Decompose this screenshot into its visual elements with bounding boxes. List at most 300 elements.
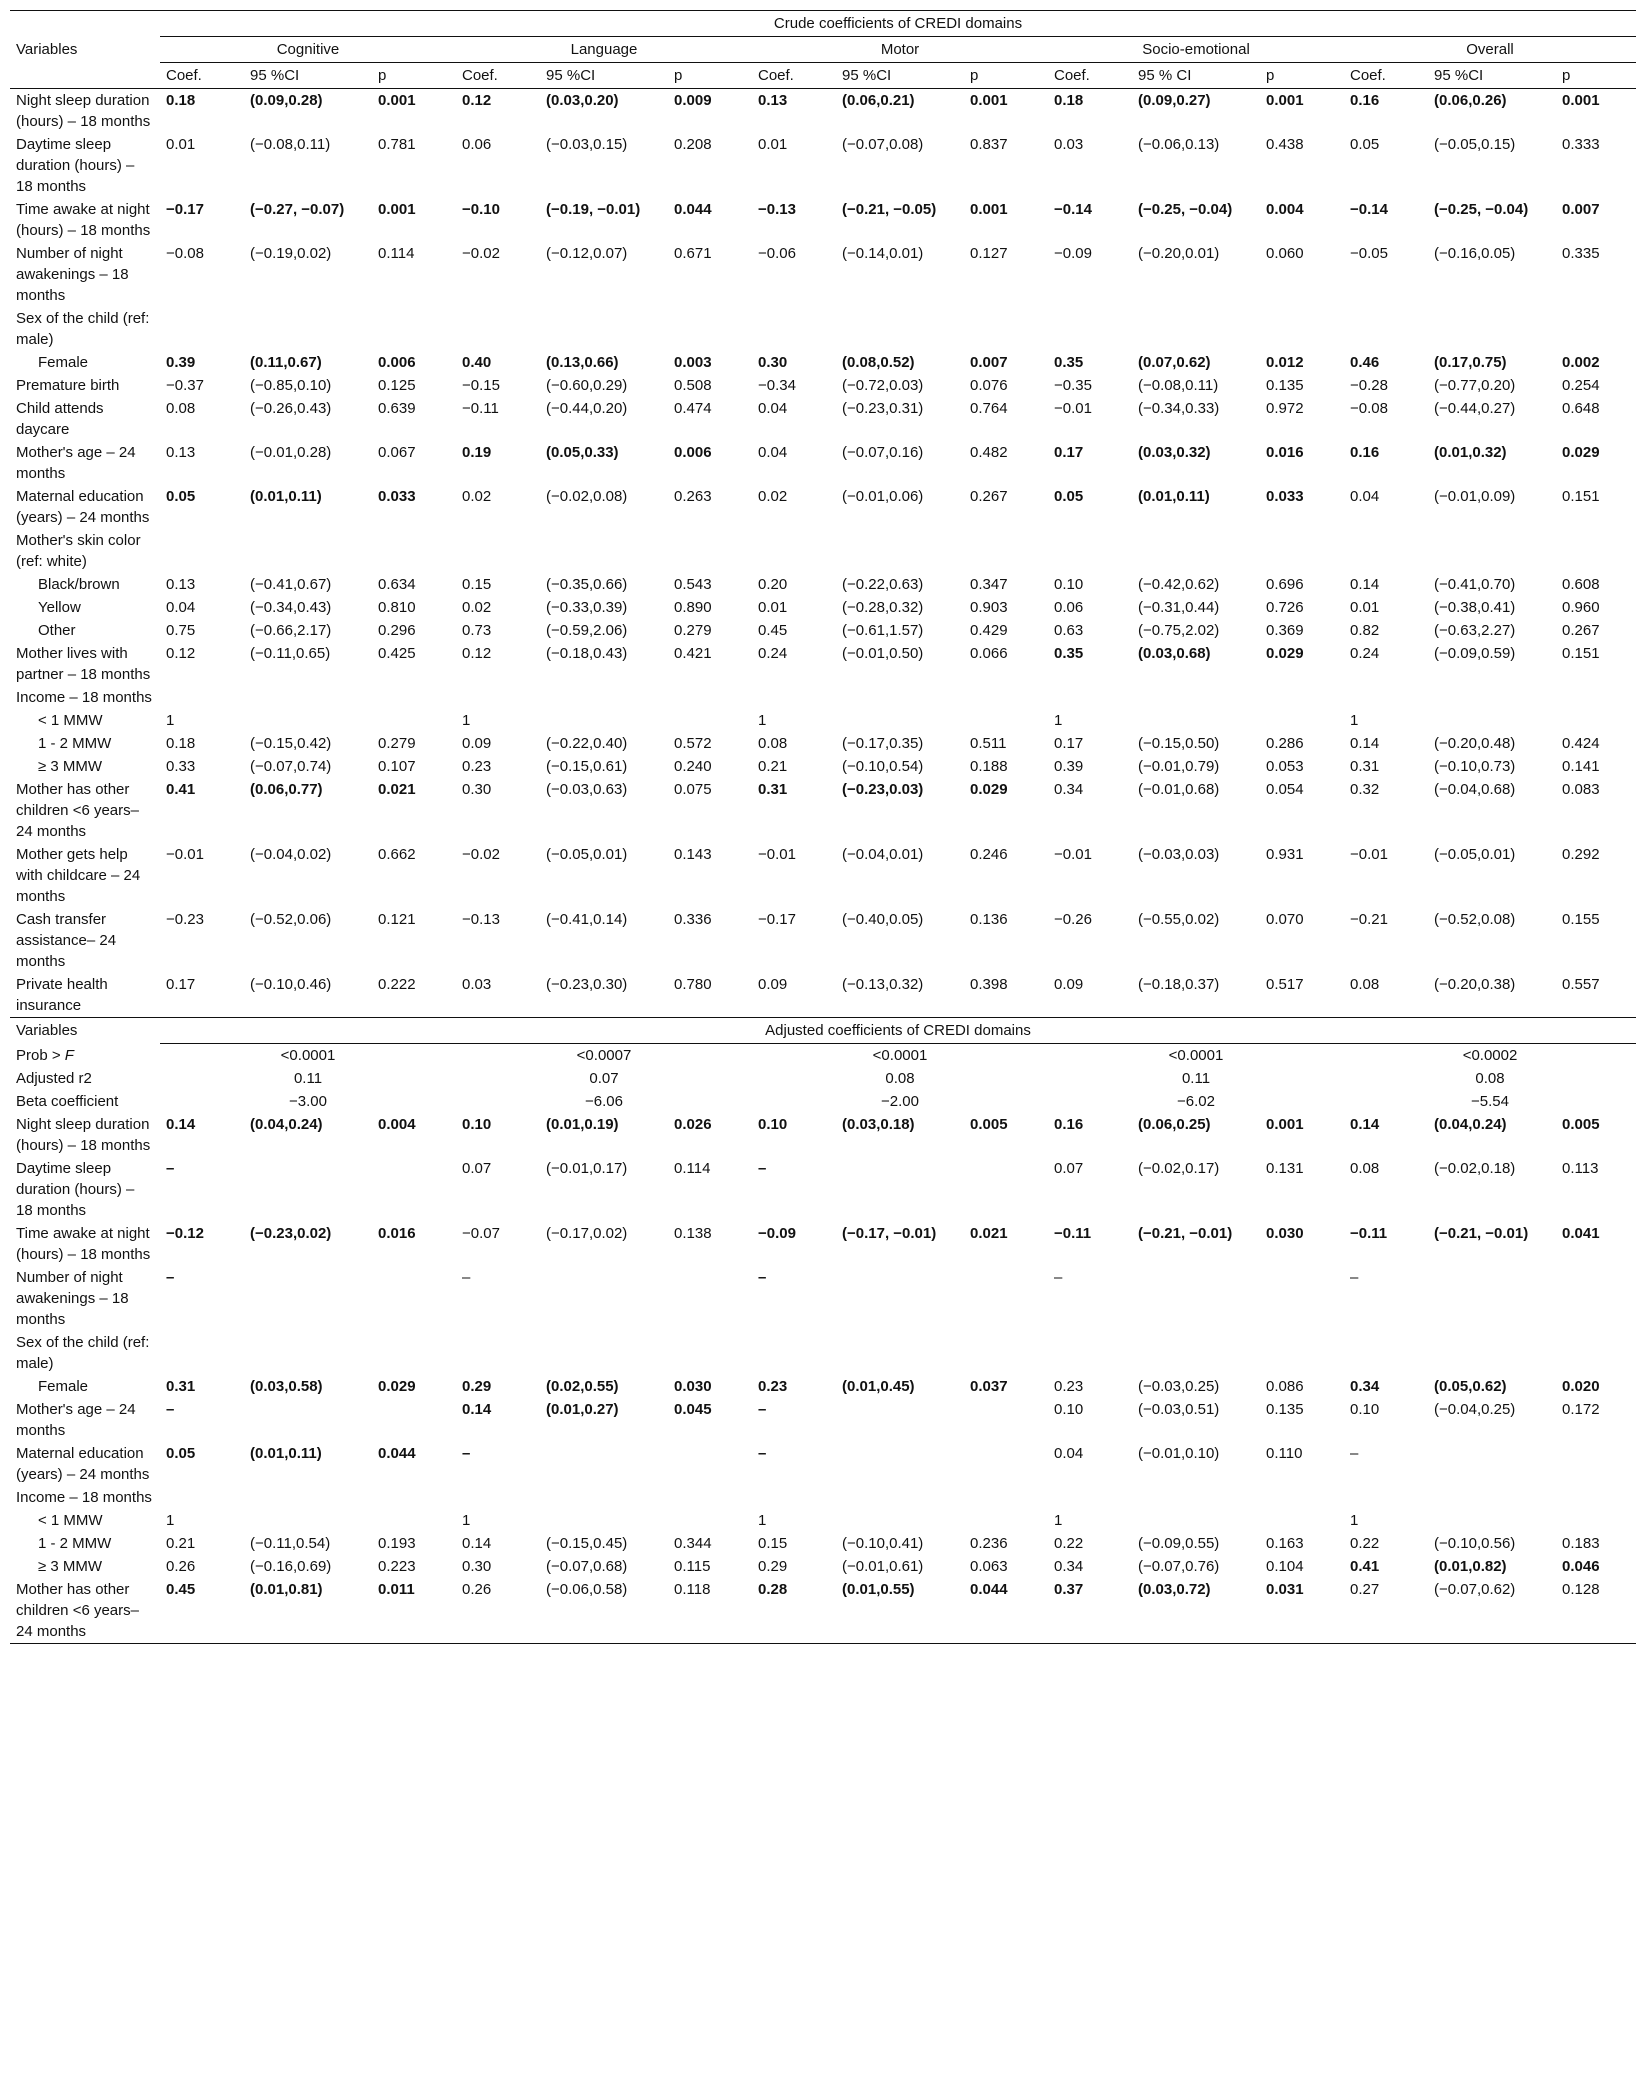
cell-coef: 0.35 bbox=[1054, 354, 1084, 371]
cell-p: 0.083 bbox=[1562, 781, 1600, 798]
cell-ci: (−0.59,2.06) bbox=[546, 622, 628, 639]
cell-coef: 0.13 bbox=[758, 92, 788, 109]
stat-label-text: Beta coefficient bbox=[16, 1093, 119, 1110]
table-row bbox=[10, 755, 1636, 778]
cell-p: 0.029 bbox=[1266, 645, 1304, 662]
cell-coef bbox=[1344, 529, 1428, 573]
cell-p: 0.543 bbox=[674, 576, 712, 593]
cell-p: 0.037 bbox=[970, 1378, 1008, 1395]
cell-ci bbox=[1132, 1331, 1260, 1375]
cell-ci: (−0.17, −0.01) bbox=[842, 1225, 937, 1242]
table-row bbox=[10, 596, 1636, 619]
cell-coef: 0.45 bbox=[758, 622, 788, 639]
cell-ci: (−0.25, −0.04) bbox=[1434, 201, 1529, 218]
cell-coef: 0.12 bbox=[166, 645, 196, 662]
cell-ci: (−0.01,0.28) bbox=[250, 444, 332, 461]
cell-p: 0.517 bbox=[1260, 973, 1344, 1018]
row-label: Daytime sleep duration (hours) – 18 months bbox=[16, 136, 135, 195]
cell-coef: 0.01 bbox=[1350, 599, 1380, 616]
cell-coef: −0.21 bbox=[1350, 911, 1388, 928]
cell-p: 0.931 bbox=[1266, 846, 1304, 863]
table-row bbox=[10, 307, 1636, 351]
table-row bbox=[10, 1398, 1636, 1442]
row-label: ≥ 3 MMW bbox=[38, 758, 103, 775]
cell-p: 0.236 bbox=[970, 1535, 1008, 1552]
cell-coef: 0.10 bbox=[758, 1116, 788, 1133]
cell-p bbox=[964, 1266, 1048, 1331]
cell-p: 0.131 bbox=[1266, 1160, 1304, 1177]
cell-p: 0.781 bbox=[378, 136, 416, 153]
model-stat-row bbox=[10, 1090, 1636, 1113]
cell-coef: −0.08 bbox=[1350, 400, 1388, 417]
cell-coef: 1 bbox=[166, 1512, 175, 1529]
cell-p: 0.044 bbox=[674, 201, 712, 218]
cell-ci: (−0.15,0.61) bbox=[546, 758, 628, 775]
cell-ci bbox=[244, 1398, 372, 1442]
cell-p: 0.115 bbox=[674, 1558, 711, 1575]
cell-p bbox=[668, 1509, 752, 1532]
row-label: Cash transfer assistance– 24 months bbox=[16, 911, 117, 970]
cell-coef: −0.17 bbox=[166, 201, 204, 218]
cell-coef: 0.21 bbox=[758, 758, 788, 775]
cell-coef bbox=[1048, 1331, 1132, 1375]
stat-value: −6.02 bbox=[1177, 1093, 1215, 1110]
cell-ci: (0.13,0.66) bbox=[546, 354, 619, 371]
cell-coef: −0.35 bbox=[1054, 377, 1092, 394]
cell-p: 0.508 bbox=[674, 377, 712, 394]
cell-p: 0.001 bbox=[1266, 1116, 1304, 1133]
cell-p: 0.004 bbox=[378, 1116, 416, 1133]
cell-p: 0.572 bbox=[674, 735, 712, 752]
cell-ci: (−0.22,0.63) bbox=[842, 576, 924, 593]
cell-p: 0.193 bbox=[378, 1535, 416, 1552]
cell-coef bbox=[456, 307, 540, 351]
cell-p: 0.031 bbox=[1260, 1578, 1344, 1644]
socio-emotional-col-coef: Coef. bbox=[1048, 63, 1132, 89]
cell-coef bbox=[160, 307, 244, 351]
cell-p bbox=[372, 1266, 456, 1331]
cell-ci bbox=[1132, 307, 1260, 351]
cell-p: 0.960 bbox=[1562, 599, 1600, 616]
cognitive-col-p: p bbox=[372, 63, 456, 89]
cell-ci bbox=[1132, 1266, 1260, 1331]
domain-row bbox=[10, 37, 1636, 63]
cell-ci: (0.06,0.77) bbox=[250, 781, 323, 798]
table-row bbox=[10, 1266, 1636, 1331]
adjusted-title-row bbox=[10, 1018, 1636, 1044]
cell-p: 0.837 bbox=[970, 136, 1008, 153]
cell-coef: – bbox=[462, 1269, 471, 1286]
cell-p bbox=[668, 686, 752, 709]
row-label: Maternal education (years) – 24 months bbox=[16, 488, 150, 526]
cell-p: 0.044 bbox=[964, 1578, 1048, 1644]
cell-p: 0.369 bbox=[1266, 622, 1304, 639]
cell-ci: (−0.05,0.15) bbox=[1434, 136, 1516, 153]
subcolumn-row bbox=[10, 63, 1636, 89]
row-label: Income – 18 months bbox=[16, 1489, 152, 1506]
cell-p: 0.066 bbox=[970, 645, 1008, 662]
cell-coef: 1 bbox=[758, 1512, 767, 1529]
cell-coef: 0.04 bbox=[758, 400, 788, 417]
cell-coef: 0.04 bbox=[1054, 1445, 1084, 1462]
cell-ci: (−0.01,0.06) bbox=[842, 488, 924, 505]
cell-p: 0.016 bbox=[378, 1225, 416, 1242]
row-label: Yellow bbox=[38, 599, 81, 616]
domain-header-language: Language bbox=[456, 37, 752, 63]
cell-p: 0.336 bbox=[674, 911, 712, 928]
row-label: Number of night awakenings – 18 months bbox=[16, 245, 129, 304]
cell-coef: 0.82 bbox=[1350, 622, 1380, 639]
cell-ci bbox=[836, 1442, 964, 1486]
cell-p: 0.054 bbox=[1266, 781, 1304, 798]
cell-ci: (0.03,0.72) bbox=[1132, 1578, 1260, 1644]
cell-p: 0.030 bbox=[1266, 1225, 1304, 1242]
cell-coef: −0.01 bbox=[1054, 846, 1092, 863]
cell-ci: (−0.03,0.63) bbox=[546, 781, 628, 798]
cell-ci: (−0.41,0.14) bbox=[546, 911, 628, 928]
cell-ci: (−0.42,0.62) bbox=[1138, 576, 1220, 593]
cell-ci bbox=[836, 686, 964, 709]
cell-p bbox=[1556, 1331, 1636, 1375]
cell-ci: (−0.10,0.54) bbox=[842, 758, 924, 775]
cell-coef: −0.10 bbox=[462, 201, 500, 218]
cell-ci: (−0.20,0.38) bbox=[1428, 973, 1556, 1018]
table-row bbox=[10, 1442, 1636, 1486]
cell-coef: 0.18 bbox=[1054, 92, 1084, 109]
cell-coef: – bbox=[462, 1445, 471, 1462]
cell-coef bbox=[1048, 1486, 1132, 1509]
cell-ci: (−0.07,0.76) bbox=[1138, 1558, 1220, 1575]
cell-ci: (−0.07,0.62) bbox=[1428, 1578, 1556, 1644]
cell-p: 0.696 bbox=[1266, 576, 1304, 593]
cell-ci bbox=[244, 1157, 372, 1222]
cell-coef: 0.12 bbox=[462, 645, 492, 662]
cell-ci: (0.07,0.62) bbox=[1138, 354, 1211, 371]
domain-header-socio-emotional: Socio-emotional bbox=[1048, 37, 1344, 63]
cell-coef: 1 bbox=[462, 1512, 471, 1529]
cell-coef: 0.09 bbox=[462, 735, 492, 752]
table-row bbox=[10, 908, 1636, 973]
cell-coef: – bbox=[758, 1160, 767, 1177]
cell-p: 0.075 bbox=[674, 781, 712, 798]
cell-ci: (0.11,0.67) bbox=[250, 354, 322, 371]
motor-col-ci: 95 %CI bbox=[836, 63, 964, 89]
cell-p: 0.011 bbox=[372, 1578, 456, 1644]
stat-value: −3.00 bbox=[289, 1093, 327, 1110]
cell-p: 0.067 bbox=[378, 444, 416, 461]
cell-ci: (−0.19, −0.01) bbox=[546, 201, 641, 218]
cell-p: 0.009 bbox=[674, 92, 712, 109]
cell-ci: (−0.08,0.11) bbox=[1138, 377, 1219, 394]
cell-ci bbox=[1428, 1266, 1556, 1331]
cell-ci: (−0.10,0.73) bbox=[1434, 758, 1516, 775]
cell-ci: (−0.01,0.79) bbox=[1138, 758, 1220, 775]
cell-p bbox=[1260, 709, 1344, 732]
language-col-ci: 95 %CI bbox=[540, 63, 668, 89]
cell-ci: (0.09,0.28) bbox=[250, 92, 323, 109]
stat-value: <0.0002 bbox=[1462, 1047, 1518, 1064]
cell-p: 0.246 bbox=[970, 846, 1008, 863]
cell-ci bbox=[836, 1398, 964, 1442]
cell-p: 0.279 bbox=[378, 735, 416, 752]
variables-header bbox=[10, 11, 160, 37]
row-label: Black/brown bbox=[38, 576, 120, 593]
cell-ci bbox=[836, 1486, 964, 1509]
cell-ci bbox=[836, 1157, 964, 1222]
cell-coef: 0.20 bbox=[758, 576, 788, 593]
cell-p: 0.005 bbox=[970, 1116, 1008, 1133]
table-row bbox=[10, 1113, 1636, 1157]
row-label: Other bbox=[38, 622, 76, 639]
cell-ci bbox=[836, 709, 964, 732]
cell-ci: (0.02,0.55) bbox=[546, 1378, 619, 1395]
cell-p: 0.001 bbox=[970, 201, 1008, 218]
cell-ci: (−0.15,0.45) bbox=[546, 1535, 628, 1552]
cell-coef bbox=[1048, 529, 1132, 573]
cell-coef: 0.18 bbox=[166, 92, 196, 109]
cell-coef: – bbox=[1054, 1269, 1063, 1286]
cell-coef: 0.46 bbox=[1350, 354, 1380, 371]
cell-p: 0.046 bbox=[1562, 1558, 1600, 1575]
cell-ci: (0.04,0.24) bbox=[250, 1116, 323, 1133]
cell-ci: (−0.23,0.31) bbox=[842, 400, 924, 417]
cell-coef: 0.29 bbox=[758, 1558, 788, 1575]
cell-coef bbox=[160, 1486, 244, 1509]
cell-ci: (−0.01,0.10) bbox=[1138, 1445, 1220, 1462]
cell-ci: (−0.02,0.08) bbox=[546, 488, 628, 505]
cell-p bbox=[372, 1157, 456, 1222]
cell-p: 0.421 bbox=[674, 645, 712, 662]
table-row bbox=[10, 1578, 1636, 1644]
cell-coef bbox=[1344, 307, 1428, 351]
cell-p: 0.104 bbox=[1266, 1558, 1304, 1575]
cell-coef bbox=[752, 1486, 836, 1509]
cell-coef: 0.27 bbox=[1344, 1578, 1428, 1644]
cell-coef bbox=[456, 1486, 540, 1509]
cell-ci bbox=[836, 1509, 964, 1532]
cell-ci bbox=[1428, 1509, 1556, 1532]
cell-ci: (−0.03,0.51) bbox=[1138, 1401, 1220, 1418]
cell-coef: 0.31 bbox=[166, 1378, 196, 1395]
cell-coef: 0.13 bbox=[166, 444, 196, 461]
cell-ci: (0.01,0.11) bbox=[1138, 488, 1210, 505]
cell-ci bbox=[1428, 1331, 1556, 1375]
cell-coef: 0.29 bbox=[462, 1378, 492, 1395]
cell-ci: (−0.15,0.50) bbox=[1138, 735, 1220, 752]
cell-p bbox=[964, 1398, 1048, 1442]
cell-p: 0.033 bbox=[1266, 488, 1304, 505]
cell-coef: −0.17 bbox=[758, 911, 796, 928]
cell-coef: 0.02 bbox=[462, 599, 492, 616]
model-stat-row bbox=[10, 1067, 1636, 1090]
cell-ci bbox=[1132, 709, 1260, 732]
cell-p: 0.726 bbox=[1266, 599, 1304, 616]
table-row bbox=[10, 843, 1636, 908]
cell-p: 0.222 bbox=[372, 973, 456, 1018]
cell-ci: (−0.35,0.66) bbox=[546, 576, 628, 593]
cell-coef: – bbox=[166, 1401, 175, 1418]
stat-label-text: Adjusted r2 bbox=[16, 1070, 92, 1087]
cell-ci bbox=[1428, 709, 1556, 732]
cell-ci: (−0.21, −0.01) bbox=[1138, 1225, 1233, 1242]
cell-ci: (0.01,0.82) bbox=[1434, 1558, 1507, 1575]
cell-coef: −0.34 bbox=[758, 377, 796, 394]
cell-ci bbox=[836, 1266, 964, 1331]
cell-ci: (−0.16,0.69) bbox=[250, 1558, 332, 1575]
cell-coef: −0.37 bbox=[166, 377, 204, 394]
cell-p bbox=[964, 1509, 1048, 1532]
cell-ci: (−0.18,0.43) bbox=[546, 645, 628, 662]
cell-p: 0.151 bbox=[1562, 645, 1600, 662]
cell-coef: 0.22 bbox=[1350, 1535, 1380, 1552]
cell-p bbox=[964, 1442, 1048, 1486]
cell-ci: (0.08,0.52) bbox=[842, 354, 915, 371]
cell-ci: (−0.01,0.61) bbox=[842, 1558, 924, 1575]
cell-p: 0.135 bbox=[1266, 1401, 1304, 1418]
cell-coef: – bbox=[758, 1445, 767, 1462]
cell-ci: (0.03,0.20) bbox=[546, 92, 619, 109]
cell-p: 0.020 bbox=[1562, 1378, 1600, 1395]
cell-coef: −0.11 bbox=[462, 400, 499, 417]
cell-coef: 0.24 bbox=[1350, 645, 1380, 662]
stat-label bbox=[10, 1067, 160, 1090]
cell-coef: 1 bbox=[462, 712, 471, 729]
overall-col-p: p bbox=[1556, 63, 1636, 89]
cell-p: 0.053 bbox=[1266, 758, 1304, 775]
cell-ci: (−0.72,0.03) bbox=[842, 377, 924, 394]
cell-p: 0.151 bbox=[1562, 488, 1600, 505]
cell-p: 0.136 bbox=[970, 911, 1008, 928]
cell-coef: – bbox=[1350, 1445, 1359, 1462]
cell-p: 0.335 bbox=[1562, 245, 1600, 262]
cell-ci: (0.04,0.24) bbox=[1434, 1116, 1507, 1133]
cell-ci: (−0.27, −0.07) bbox=[250, 201, 345, 218]
cell-p bbox=[964, 1486, 1048, 1509]
cell-p bbox=[1556, 529, 1636, 573]
socio-emotional-col-p: p bbox=[1260, 63, 1344, 89]
cell-p: 0.012 bbox=[1266, 354, 1304, 371]
cell-p: 0.240 bbox=[674, 758, 712, 775]
row-label: Time awake at night (hours) – 18 months bbox=[16, 1225, 151, 1263]
cell-coef: – bbox=[166, 1269, 175, 1286]
cell-ci: (0.05,0.33) bbox=[546, 444, 619, 461]
crude-title-row bbox=[10, 11, 1636, 37]
cell-p: 0.060 bbox=[1266, 245, 1304, 262]
cell-ci bbox=[540, 1266, 668, 1331]
cell-coef: 0.10 bbox=[462, 1116, 492, 1133]
cell-ci: (−0.07,0.16) bbox=[842, 444, 924, 461]
table-row bbox=[10, 642, 1636, 686]
table-row bbox=[10, 778, 1636, 843]
cell-ci: (−0.22,0.40) bbox=[546, 735, 628, 752]
table-row bbox=[10, 133, 1636, 198]
cell-p: 0.183 bbox=[1562, 1535, 1600, 1552]
cell-coef: 0.05 bbox=[1054, 488, 1084, 505]
cell-coef bbox=[160, 529, 244, 573]
cell-coef bbox=[752, 529, 836, 573]
cell-ci: (0.06,0.21) bbox=[842, 92, 915, 109]
cell-p: 0.118 bbox=[668, 1578, 752, 1644]
cell-p bbox=[1556, 1266, 1636, 1331]
cell-ci: (−0.04,0.68) bbox=[1434, 781, 1516, 798]
cell-coef: −0.12 bbox=[166, 1225, 204, 1242]
stat-value: <0.0007 bbox=[576, 1047, 632, 1064]
socio-emotional-col-ci: 95 % CI bbox=[1132, 63, 1260, 89]
cell-coef: 0.33 bbox=[166, 758, 196, 775]
cell-ci: (−0.17,0.02) bbox=[546, 1225, 628, 1242]
cell-coef: −0.15 bbox=[462, 377, 500, 394]
cell-ci bbox=[1132, 686, 1260, 709]
cell-p: 0.029 bbox=[970, 781, 1008, 798]
cell-coef: 0.01 bbox=[166, 136, 196, 153]
cell-p: 0.639 bbox=[378, 400, 416, 417]
row-label: Daytime sleep duration (hours) – 18 months bbox=[16, 1160, 135, 1219]
row-label: Mother lives with partner – 18 months bbox=[16, 645, 151, 683]
cell-p: 0.279 bbox=[674, 622, 712, 639]
cell-ci: (−0.44,0.20) bbox=[546, 400, 628, 417]
cell-coef: 0.14 bbox=[166, 1116, 196, 1133]
cell-coef: 0.02 bbox=[462, 488, 492, 505]
cell-coef: 0.08 bbox=[758, 735, 788, 752]
cell-p bbox=[668, 1266, 752, 1331]
cell-ci: (−0.34,0.33) bbox=[1138, 400, 1220, 417]
cell-ci: (−0.04,0.01) bbox=[842, 846, 924, 863]
row-label: 1 - 2 MMW bbox=[38, 735, 112, 752]
table-row bbox=[10, 686, 1636, 709]
crude-title: Crude coefficients of CREDI domains bbox=[160, 11, 1636, 37]
cell-p: 0.296 bbox=[378, 622, 416, 639]
cell-ci bbox=[836, 307, 964, 351]
table-row bbox=[10, 441, 1636, 485]
cell-coef: 0.28 bbox=[752, 1578, 836, 1644]
row-label: Female bbox=[38, 354, 89, 371]
domain-header-motor: Motor bbox=[752, 37, 1048, 63]
cell-p bbox=[1260, 1486, 1344, 1509]
cell-p bbox=[1260, 1266, 1344, 1331]
stat-value: 0.11 bbox=[293, 1070, 323, 1087]
row-label: ≥ 3 MMW bbox=[38, 1558, 103, 1575]
cell-coef bbox=[160, 1331, 244, 1375]
cell-coef: 0.12 bbox=[462, 92, 492, 109]
cell-ci: (−0.07,0.68) bbox=[546, 1558, 628, 1575]
cell-ci: (−0.40,0.05) bbox=[842, 911, 924, 928]
cell-coef: 0.17 bbox=[1054, 444, 1084, 461]
cell-ci: (−0.34,0.43) bbox=[250, 599, 332, 616]
row-label: Sex of the child (ref: male) bbox=[16, 310, 150, 348]
cell-p bbox=[372, 529, 456, 573]
cell-coef: 0.39 bbox=[166, 354, 196, 371]
cell-p: 0.671 bbox=[674, 245, 712, 262]
cell-coef: −0.01 bbox=[1350, 846, 1388, 863]
stat-label bbox=[10, 1090, 160, 1113]
cell-p: 0.110 bbox=[1266, 1445, 1303, 1462]
cell-p: 0.267 bbox=[1562, 622, 1600, 639]
cell-ci: (−0.26,0.43) bbox=[250, 400, 332, 417]
language-col-p: p bbox=[668, 63, 752, 89]
row-label: Mother has other children <6 years– 24 months bbox=[16, 781, 139, 840]
cell-ci bbox=[540, 709, 668, 732]
cell-p: 0.764 bbox=[970, 400, 1008, 417]
cell-coef: 0.17 bbox=[160, 973, 244, 1018]
table-row bbox=[10, 1222, 1636, 1266]
cell-coef: 0.04 bbox=[166, 599, 196, 616]
cell-coef: 0.21 bbox=[166, 1535, 196, 1552]
cell-coef: −0.11 bbox=[1054, 1225, 1092, 1242]
cell-p bbox=[1260, 686, 1344, 709]
cell-coef: 0.37 bbox=[1048, 1578, 1132, 1644]
cell-p: 0.121 bbox=[378, 911, 416, 928]
cell-ci bbox=[244, 1509, 372, 1532]
